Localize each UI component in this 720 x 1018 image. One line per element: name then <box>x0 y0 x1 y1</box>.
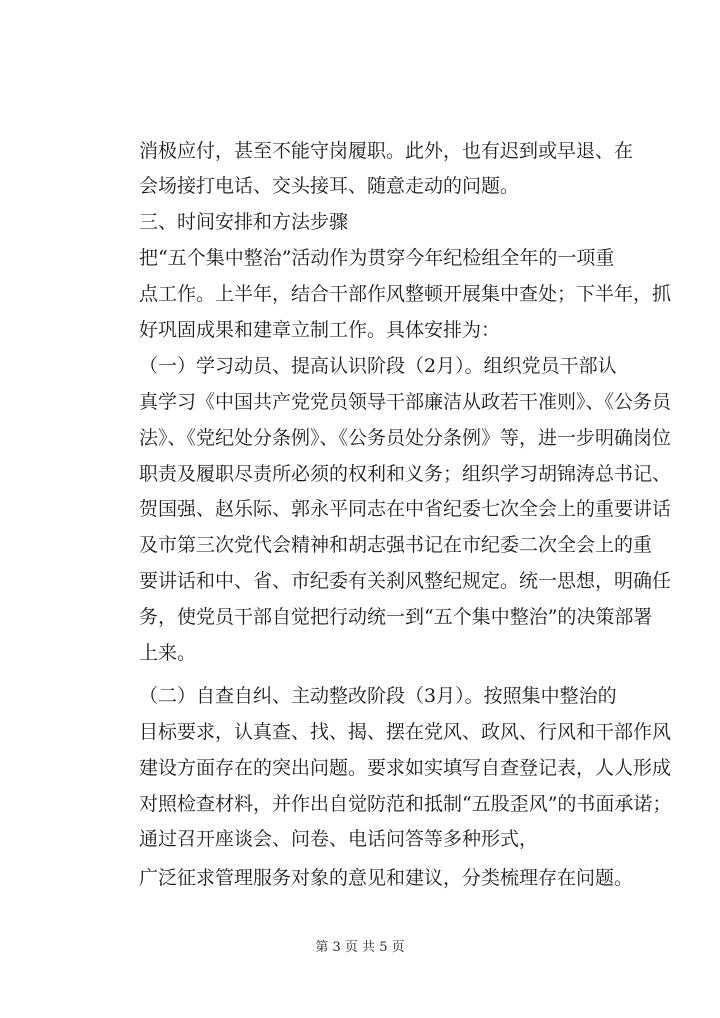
text-line-7: （一）学习动员、提高认识阶段（2月）。组织党员干部认 <box>139 355 617 377</box>
text-line-5: 点工作。上半年，结合干部作风整顿开展集中查处；下半年，抓 <box>139 283 672 305</box>
text-line-13: 要讲话和中、省、市纪委有关刹风整纪规定。统一思想，明确任 <box>139 570 672 592</box>
text-line-15: 上来。 <box>139 642 197 664</box>
text-line-1: 消极应付，甚至不能守岗履职。此外，也有迟到或早退、在 <box>139 140 634 162</box>
text-line-10: 职责及履职尽责所必须的权利和义务；组织学习胡锦涛总书记、 <box>139 463 672 485</box>
text-line-4: 把“五个集中整治”活动作为贯穿今年纪检组全年的一项重 <box>139 247 615 269</box>
text-line-20: 通过召开座谈会、问卷、电话问答等多种形式， <box>139 828 539 850</box>
text-line-21: 广泛征求管理服务对象的意见和建议，分类梳理存在问题。 <box>139 867 634 889</box>
text-line-19: 对照检查材料，并作出自觉防范和抵制“五股歪风”的书面承诺； <box>139 793 672 815</box>
text-line-14: 务，使党员干部自觉把行动统一到“五个集中整治”的决策部署 <box>139 606 653 628</box>
text-line-11: 贺国强、赵乐际、郭永平同志在中省纪委七次全会上的重要讲话 <box>139 498 672 520</box>
text-line-8: 真学习《中国共产党党员领导干部廉洁从政若干准则》、《公务员 <box>139 391 672 413</box>
text-line-18: 建设方面存在的突出问题。要求如实填写自查登记表，人人形成 <box>139 757 672 779</box>
text-line-6: 好巩固成果和建章立制工作。具体安排为： <box>139 319 501 341</box>
text-line-12: 及市第三次党代会精神和胡志强书记在市纪委二次全会上的重 <box>139 534 653 556</box>
page-number-footer: 第 3 页 共 5 页 <box>315 940 405 955</box>
section-heading: 三、时间安排和方法步骤 <box>139 211 349 233</box>
text-line-9: 法》、《党纪处分条例》、《公务员处分条例》等，进一步明确岗位 <box>139 427 672 449</box>
text-line-2: 会场接打电话、交头接耳、随意走动的问题。 <box>139 175 520 197</box>
text-line-16: （二）自查自纠、主动整改阶段（3月）。按照集中整治的 <box>139 685 617 707</box>
text-line-17: 目标要求，认真查、找、揭、摆在党风、政风、行风和干部作风 <box>139 721 672 743</box>
